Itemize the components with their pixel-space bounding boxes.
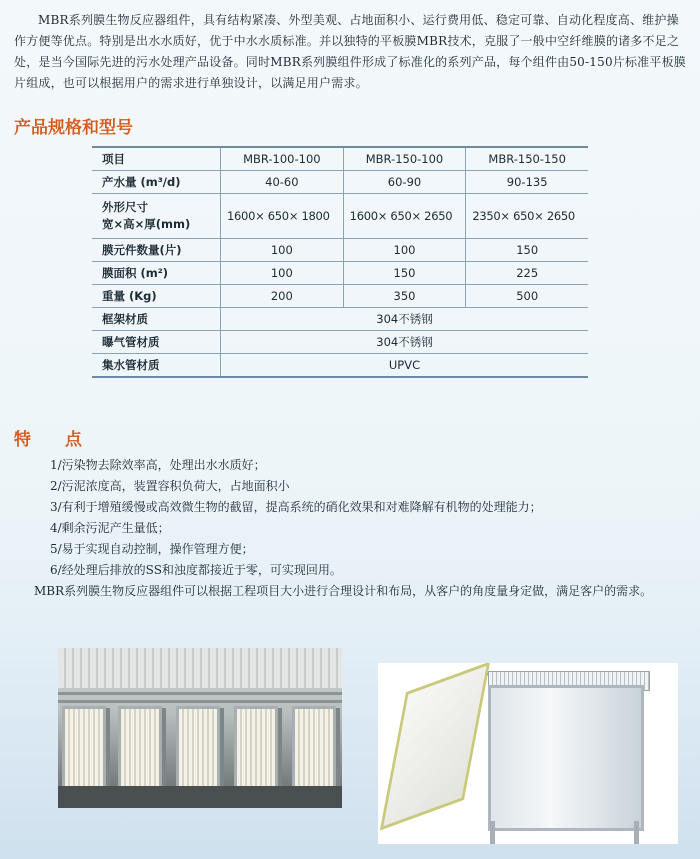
- row-label: 膜面积 (m²): [92, 262, 221, 285]
- table-row: [92, 285, 588, 308]
- header-label: 项目: [92, 147, 221, 171]
- table-cell: 40-60: [221, 171, 344, 194]
- frame-leg: [634, 821, 639, 844]
- intro-paragraph: MBR系列膜生物反应器组件，具有结构紧凑、外型美观、占地面积小、运行费用低、稳定可靠、自动化程度高、维护操作方便等优点。特别是出水水质好，优于中水水质标准。并以独特的平板膜MBR技术，克服了一般中空纤维膜的诸多不足之处，是当今国际先进的污水处理产品设备。同时MBR系列膜组件形成了标准化的系列产品，每个组件由50-150片标准平板膜片组成，也可以根据用户的需求进行单独设计，以满足用户需求。: [14, 13, 686, 90]
- table-row: [92, 308, 588, 331]
- row-label: 重量 (Kg): [92, 285, 221, 308]
- table-cell: 100: [221, 239, 344, 262]
- list-item: 6/经处理后排放的SS和浊度都接近于零，可实现回用。: [50, 563, 342, 577]
- table-row: [92, 171, 588, 194]
- model-header: MBR-100-100: [221, 147, 344, 171]
- table-cell: 304不锈钢: [221, 308, 588, 331]
- photo-beam: [58, 692, 342, 695]
- table-cell: UPVC: [221, 354, 588, 378]
- list-item: 5/易于实现自动控制，操作管理方便；: [50, 542, 254, 556]
- photo-floor: [58, 786, 342, 808]
- row-label: 集水管材质: [92, 354, 221, 378]
- table-cell: 200: [221, 285, 344, 308]
- table-row: [92, 354, 588, 378]
- table-header-row: [92, 147, 588, 171]
- model-header: MBR-150-150: [466, 147, 588, 171]
- row-label: [92, 194, 221, 239]
- module-frame: [488, 685, 644, 831]
- frame-leg: [490, 821, 495, 844]
- table-cell: 150: [466, 239, 588, 262]
- photo-beam: [58, 700, 342, 703]
- spec-table: [92, 146, 588, 378]
- table-cell: 500: [466, 285, 588, 308]
- table-row: [92, 331, 588, 354]
- product-photo: [378, 663, 678, 844]
- features-list: [50, 455, 670, 581]
- installation-photo: [58, 648, 342, 808]
- row-label: 曝气管材质: [92, 331, 221, 354]
- list-item: 4/剩余污泥产生量低；: [50, 521, 170, 535]
- table-cell: 1600× 650× 2650: [343, 194, 466, 239]
- table-row: [92, 262, 588, 285]
- row-label: 膜元件数量(片): [92, 239, 221, 262]
- table-cell: 100: [343, 239, 466, 262]
- spec-heading: 产品规格和型号: [14, 118, 133, 138]
- row-label-line: 外形尺寸: [102, 200, 148, 214]
- row-label: 框架材质: [92, 308, 221, 331]
- list-item: 1/污染物去除效率高，处理出水水质好；: [50, 458, 266, 472]
- table-cell: 2350× 650× 2650: [466, 194, 588, 239]
- row-label: 产水量 (m³/d): [92, 171, 221, 194]
- table-cell: 150: [343, 262, 466, 285]
- photo-ceiling: [58, 648, 342, 688]
- list-item: 3/有利于增殖缓慢或高效微生物的截留，提高系统的硝化效果和对难降解有机物的处理能力；: [50, 500, 542, 514]
- features-heading: 特 点: [14, 430, 96, 450]
- row-label-line: 宽×高×厚(mm): [102, 217, 191, 231]
- membrane-sheet: [380, 663, 490, 831]
- table-cell: 1600× 650× 1800: [221, 194, 344, 239]
- summary-paragraph: MBR系列膜生物反应器组件可以根据工程项目大小进行合理设计和布局，从客户的角度量身定做，满足客户的需求。: [34, 584, 653, 598]
- model-header: MBR-150-100: [343, 147, 466, 171]
- table-cell: 350: [343, 285, 466, 308]
- list-item: 2/污泥浓度高，装置容积负荷大，占地面积小: [50, 479, 290, 493]
- table-cell: 60-90: [343, 171, 466, 194]
- table-cell: 90-135: [466, 171, 588, 194]
- table-cell: 100: [221, 262, 344, 285]
- table-cell: 225: [466, 262, 588, 285]
- table-cell: 304不锈钢: [221, 331, 588, 354]
- table-row: [92, 239, 588, 262]
- table-row: [92, 194, 588, 239]
